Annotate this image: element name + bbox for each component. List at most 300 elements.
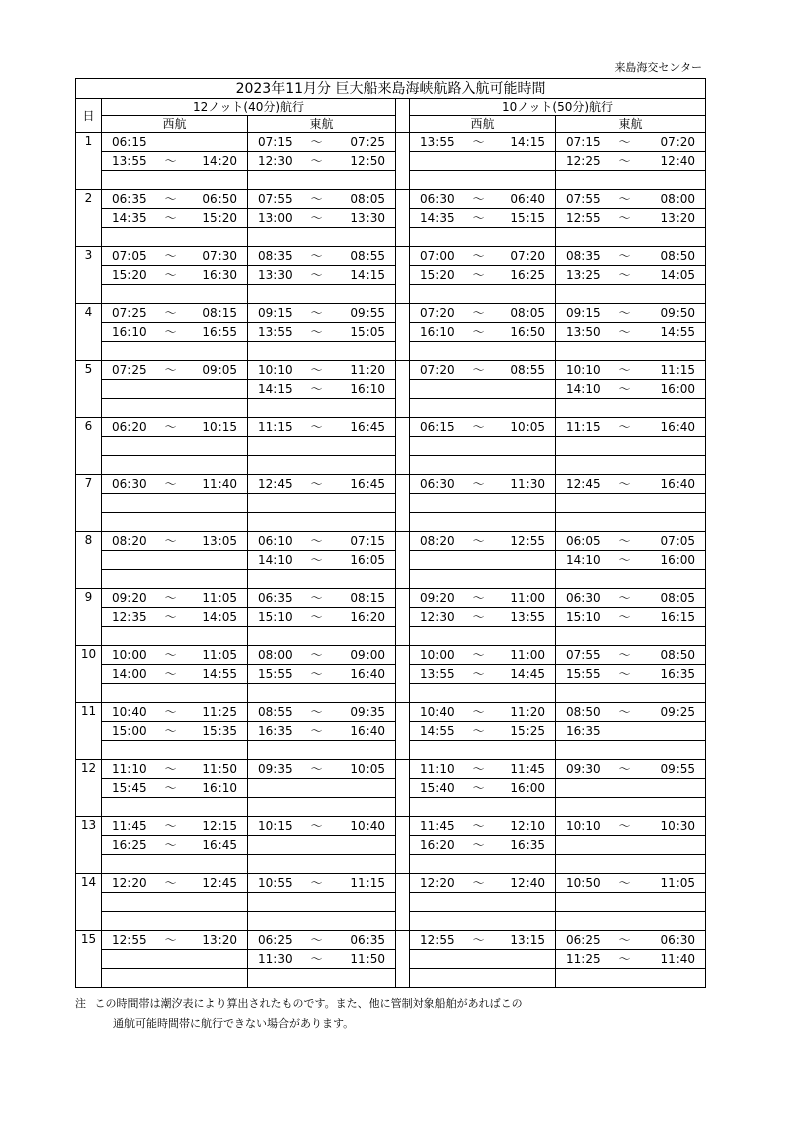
- start-time: 07:15: [566, 135, 601, 149]
- start-time: [248, 399, 302, 418]
- start-time: 10:00: [102, 646, 156, 665]
- table-row: [76, 855, 706, 874]
- start-time: [102, 399, 156, 418]
- end-time: 15:20: [186, 209, 248, 228]
- time-separator: [610, 798, 640, 817]
- start-time: [248, 437, 302, 456]
- time-separator: [302, 912, 332, 931]
- end-time: 16:45: [332, 418, 396, 437]
- start-time: [102, 741, 156, 760]
- end-time: [494, 513, 556, 532]
- time-separator: [610, 171, 640, 190]
- table-row: [76, 209, 706, 228]
- start-time: [248, 456, 302, 475]
- group-separator: [396, 817, 410, 874]
- start-time: 13:50: [556, 323, 610, 342]
- table-row: [76, 551, 706, 570]
- end-time: 14:55: [640, 323, 706, 342]
- end-time: 16:30: [186, 266, 248, 285]
- end-time: [494, 855, 556, 874]
- end-time: [332, 912, 396, 931]
- table-row: [76, 836, 706, 855]
- start-time: [248, 741, 302, 760]
- time-separator: [464, 342, 494, 361]
- start-time: 14:35: [410, 209, 464, 228]
- time-separator: ～: [156, 817, 186, 836]
- time-separator: [156, 342, 186, 361]
- end-time: [494, 950, 556, 969]
- start-time: 08:55: [248, 703, 302, 722]
- start-time: 14:00: [102, 665, 156, 684]
- end-time: 08:50: [640, 247, 706, 266]
- time-separator: ～: [464, 418, 494, 437]
- start-time: 11:30: [248, 950, 302, 969]
- time-separator: [302, 342, 332, 361]
- eastbound-header-12kt: 東航: [248, 116, 396, 133]
- end-time: 12:55: [494, 532, 556, 551]
- end-time: 11:00: [494, 589, 556, 608]
- start-time: 08:00: [248, 646, 302, 665]
- time-separator: [156, 285, 186, 304]
- end-time: 16:00: [494, 779, 556, 798]
- time-separator: [302, 399, 332, 418]
- time-separator: ～: [302, 418, 332, 437]
- end-time: 12:50: [332, 152, 396, 171]
- table-row: [76, 285, 706, 304]
- day-number: 5: [76, 361, 102, 418]
- table-row: [76, 589, 706, 608]
- end-time: [494, 570, 556, 589]
- end-time: 14:20: [186, 152, 248, 171]
- time-separator: ～: [156, 589, 186, 608]
- time-separator: ～: [464, 931, 494, 950]
- start-time: 13:00: [248, 209, 302, 228]
- end-time: [186, 798, 248, 817]
- end-time: [640, 684, 706, 703]
- start-time: [410, 342, 464, 361]
- end-time: [186, 912, 248, 931]
- time-separator: ～: [610, 608, 640, 627]
- time-separator: ～: [464, 836, 494, 855]
- note-line-2: 通航可能時間帯に航行できない場合があります。: [113, 1017, 355, 1030]
- start-time: 11:45: [102, 817, 156, 836]
- start-time: [556, 855, 610, 874]
- time-separator: [302, 228, 332, 247]
- start-time: 11:15: [556, 418, 610, 437]
- start-time: 06:15: [112, 135, 147, 149]
- start-time: 11:15: [248, 418, 302, 437]
- end-time: [186, 380, 248, 399]
- time-separator: [610, 228, 640, 247]
- time-separator: ～: [610, 931, 640, 950]
- time-separator: ～: [464, 646, 494, 665]
- start-time: 06:30: [102, 475, 156, 494]
- start-time: 13:25: [556, 266, 610, 285]
- time-separator: ～: [156, 190, 186, 209]
- time-separator: [302, 171, 332, 190]
- start-time: 15:45: [102, 779, 156, 798]
- start-time: 06:30: [410, 190, 464, 209]
- time-separator: ～: [464, 665, 494, 684]
- start-time: [248, 513, 302, 532]
- end-time: 08:05: [494, 304, 556, 323]
- time-separator: ～: [464, 247, 494, 266]
- end-time: [332, 494, 396, 513]
- end-time: 11:25: [186, 703, 248, 722]
- start-time: [248, 228, 302, 247]
- end-time: [494, 684, 556, 703]
- time-separator: ～: [310, 135, 323, 149]
- start-time: [102, 969, 156, 988]
- end-time: [494, 798, 556, 817]
- start-time: 06:25: [556, 931, 610, 950]
- end-time: 08:05: [640, 589, 706, 608]
- start-time: 07:15: [258, 135, 293, 149]
- time-separator: ～: [302, 304, 332, 323]
- time-separator: ～: [302, 323, 332, 342]
- time-separator: ～: [302, 760, 332, 779]
- start-time: 06:25: [248, 931, 302, 950]
- start-time: [102, 171, 156, 190]
- start-time: [248, 855, 302, 874]
- time-separator: [302, 893, 332, 912]
- time-separator: ～: [156, 646, 186, 665]
- time-separator: [302, 494, 332, 513]
- time-separator: [610, 570, 640, 589]
- start-time: 06:20: [102, 418, 156, 437]
- schedule-table: [75, 78, 706, 988]
- time-separator: ～: [610, 361, 640, 380]
- time-separator: ～: [302, 817, 332, 836]
- start-time: [556, 494, 610, 513]
- start-time: 07:20: [410, 361, 464, 380]
- end-time: [186, 513, 248, 532]
- end-time: [186, 570, 248, 589]
- end-time: [640, 171, 706, 190]
- end-time: [186, 171, 248, 190]
- day-number: 11: [76, 703, 102, 760]
- start-time: 07:55: [248, 190, 302, 209]
- time-separator: ～: [302, 266, 332, 285]
- start-time: 10:10: [556, 817, 610, 836]
- end-time: [186, 494, 248, 513]
- start-time: [102, 855, 156, 874]
- time-separator: ～: [464, 266, 494, 285]
- time-separator: [156, 399, 186, 418]
- time-separator: ～: [302, 950, 332, 969]
- table-row: [76, 817, 706, 836]
- start-time: [248, 836, 302, 855]
- time-separator: [464, 570, 494, 589]
- end-time: 07:05: [640, 532, 706, 551]
- time-separator: [464, 741, 494, 760]
- start-time: 09:20: [410, 589, 464, 608]
- end-time: [186, 342, 248, 361]
- table-row: [76, 912, 706, 931]
- time-separator: ～: [302, 608, 332, 627]
- westbound-header-12kt: 西航: [102, 116, 248, 133]
- end-time: 16:10: [186, 779, 248, 798]
- start-time: 08:20: [410, 532, 464, 551]
- start-time: 09:15: [248, 304, 302, 323]
- end-time: 16:40: [640, 418, 706, 437]
- time-separator: ～: [302, 209, 332, 228]
- time-separator: [610, 836, 640, 855]
- time-separator: [302, 513, 332, 532]
- table-row: [76, 323, 706, 342]
- time-separator: ～: [610, 646, 640, 665]
- end-time: 13:20: [640, 209, 706, 228]
- start-time: 08:35: [248, 247, 302, 266]
- table-row: [76, 931, 706, 950]
- start-time: [410, 798, 464, 817]
- start-time: [102, 893, 156, 912]
- end-time: 08:55: [494, 361, 556, 380]
- time-separator: [610, 342, 640, 361]
- start-time: [102, 798, 156, 817]
- group-separator: [396, 475, 410, 532]
- group-separator: [396, 532, 410, 589]
- end-time: 16:10: [332, 380, 396, 399]
- end-time: [186, 285, 248, 304]
- start-time: 10:40: [102, 703, 156, 722]
- start-time: [102, 627, 156, 646]
- time-separator: ～: [156, 532, 186, 551]
- end-time: 08:00: [640, 190, 706, 209]
- time-separator: [464, 893, 494, 912]
- table-row: [76, 703, 706, 722]
- end-time: [494, 893, 556, 912]
- table-row: [76, 418, 706, 437]
- time-separator: [302, 456, 332, 475]
- start-time: 09:35: [248, 760, 302, 779]
- start-time: 15:40: [410, 779, 464, 798]
- time-separator: [156, 551, 186, 570]
- start-time: [410, 513, 464, 532]
- end-time: 16:40: [332, 722, 396, 741]
- end-time: [186, 893, 248, 912]
- table-row: [76, 950, 706, 969]
- end-time: [494, 380, 556, 399]
- time-separator: [302, 437, 332, 456]
- end-time: 15:35: [186, 722, 248, 741]
- end-time: 10:05: [494, 418, 556, 437]
- start-time: 10:10: [556, 361, 610, 380]
- end-time: 07:30: [186, 247, 248, 266]
- end-time: 13:30: [332, 209, 396, 228]
- end-time: 11:40: [640, 950, 706, 969]
- start-time: [102, 285, 156, 304]
- start-time: 16:35: [556, 722, 610, 741]
- time-separator: ～: [610, 475, 640, 494]
- table-row: [76, 969, 706, 988]
- start-time: [556, 285, 610, 304]
- start-time: 13:55: [248, 323, 302, 342]
- start-time: 14:10: [556, 551, 610, 570]
- table-row: [76, 684, 706, 703]
- end-time: [332, 437, 396, 456]
- start-time: [556, 171, 610, 190]
- start-time: [410, 380, 464, 399]
- end-time: [640, 893, 706, 912]
- start-time: 07:05: [102, 247, 156, 266]
- time-separator: ～: [610, 874, 640, 893]
- time-separator: [302, 836, 332, 855]
- table-row: [76, 190, 706, 209]
- time-separator: ～: [610, 703, 640, 722]
- end-time: [640, 722, 706, 741]
- time-separator: [610, 285, 640, 304]
- time-separator: ～: [302, 551, 332, 570]
- day-header: 日: [76, 99, 102, 133]
- time-separator: [610, 456, 640, 475]
- end-time: [640, 855, 706, 874]
- start-time: 12:35: [102, 608, 156, 627]
- time-separator: [464, 494, 494, 513]
- table-row: [76, 152, 706, 171]
- start-time: 06:35: [248, 589, 302, 608]
- start-time: [556, 627, 610, 646]
- time-separator: ～: [156, 722, 186, 741]
- end-time: [186, 133, 248, 152]
- group-separator: [396, 99, 410, 133]
- end-time: 11:40: [186, 475, 248, 494]
- start-time: 10:40: [410, 703, 464, 722]
- table-row: [76, 399, 706, 418]
- start-time: 09:20: [102, 589, 156, 608]
- end-time: 10:40: [332, 817, 396, 836]
- schedule-body: [76, 133, 706, 988]
- time-separator: ～: [610, 247, 640, 266]
- start-time: 07:00: [410, 247, 464, 266]
- end-time: 08:50: [640, 646, 706, 665]
- time-separator: [610, 741, 640, 760]
- time-separator: [610, 399, 640, 418]
- end-time: 16:35: [494, 836, 556, 855]
- start-time: [102, 950, 156, 969]
- start-time: 06:15: [410, 418, 464, 437]
- time-separator: ～: [302, 722, 332, 741]
- start-time: 14:15: [248, 380, 302, 399]
- start-time: [410, 171, 464, 190]
- time-separator: ～: [610, 589, 640, 608]
- table-row: [76, 437, 706, 456]
- time-separator: ～: [156, 836, 186, 855]
- start-time: 16:35: [248, 722, 302, 741]
- group-separator: [396, 646, 410, 703]
- start-time: [556, 836, 610, 855]
- time-separator: [302, 741, 332, 760]
- group-header-12kt: 12ノット(40分)航行: [102, 99, 396, 116]
- start-time: 09:30: [556, 760, 610, 779]
- start-time: 12:55: [102, 931, 156, 950]
- end-time: 15:15: [494, 209, 556, 228]
- day-number: 13: [76, 817, 102, 874]
- end-time: [494, 912, 556, 931]
- end-time: 11:30: [494, 475, 556, 494]
- end-time: [186, 855, 248, 874]
- end-time: [332, 969, 396, 988]
- group-separator: [396, 133, 410, 190]
- schedule-table-wrapper: [75, 78, 705, 988]
- time-separator: ～: [618, 135, 631, 149]
- table-row: [76, 741, 706, 760]
- time-separator: ～: [464, 722, 494, 741]
- day-number: 7: [76, 475, 102, 532]
- time-separator: ～: [302, 380, 332, 399]
- time-separator: [156, 627, 186, 646]
- end-time: 09:50: [640, 304, 706, 323]
- time-separator: [464, 798, 494, 817]
- start-time: [410, 893, 464, 912]
- end-time: [494, 551, 556, 570]
- end-time: 10:30: [640, 817, 706, 836]
- start-time: [410, 399, 464, 418]
- day-number: 12: [76, 760, 102, 817]
- end-time: [640, 456, 706, 475]
- time-separator: [156, 133, 186, 152]
- end-time: [494, 228, 556, 247]
- end-time: 09:55: [332, 304, 396, 323]
- end-time: 07:25: [332, 133, 396, 152]
- time-separator: [464, 380, 494, 399]
- start-time: [556, 741, 610, 760]
- end-time: 16:45: [332, 475, 396, 494]
- end-time: 16:25: [494, 266, 556, 285]
- end-time: [494, 285, 556, 304]
- end-time: [640, 494, 706, 513]
- time-separator: [156, 570, 186, 589]
- start-time: 16:10: [410, 323, 464, 342]
- end-time: 07:20: [640, 133, 706, 152]
- start-time: [410, 684, 464, 703]
- end-time: 16:20: [332, 608, 396, 627]
- end-time: [332, 741, 396, 760]
- end-time: [186, 228, 248, 247]
- start-time: [410, 570, 464, 589]
- table-row: [76, 798, 706, 817]
- end-time: 16:00: [640, 551, 706, 570]
- time-separator: ～: [610, 950, 640, 969]
- time-separator: [464, 399, 494, 418]
- group-separator: [396, 361, 410, 418]
- end-time: [640, 228, 706, 247]
- end-time: 07:20: [494, 247, 556, 266]
- group-separator: [396, 703, 410, 760]
- end-time: 14:05: [186, 608, 248, 627]
- end-time: 09:05: [186, 361, 248, 380]
- end-time: 15:25: [494, 722, 556, 741]
- start-time: 08:50: [556, 703, 610, 722]
- end-time: 14:55: [186, 665, 248, 684]
- start-time: 11:10: [102, 760, 156, 779]
- start-time: [248, 171, 302, 190]
- time-separator: [156, 437, 186, 456]
- end-time: [186, 741, 248, 760]
- start-time: 14:55: [410, 722, 464, 741]
- time-separator: [464, 456, 494, 475]
- end-time: 08:15: [186, 304, 248, 323]
- group-separator: [396, 931, 410, 988]
- time-separator: ～: [610, 551, 640, 570]
- start-time: 08:35: [556, 247, 610, 266]
- start-time: [556, 798, 610, 817]
- start-time: 07:55: [556, 646, 610, 665]
- start-time: 12:55: [556, 209, 610, 228]
- start-time: [248, 684, 302, 703]
- time-separator: ～: [156, 266, 186, 285]
- time-separator: ～: [302, 874, 332, 893]
